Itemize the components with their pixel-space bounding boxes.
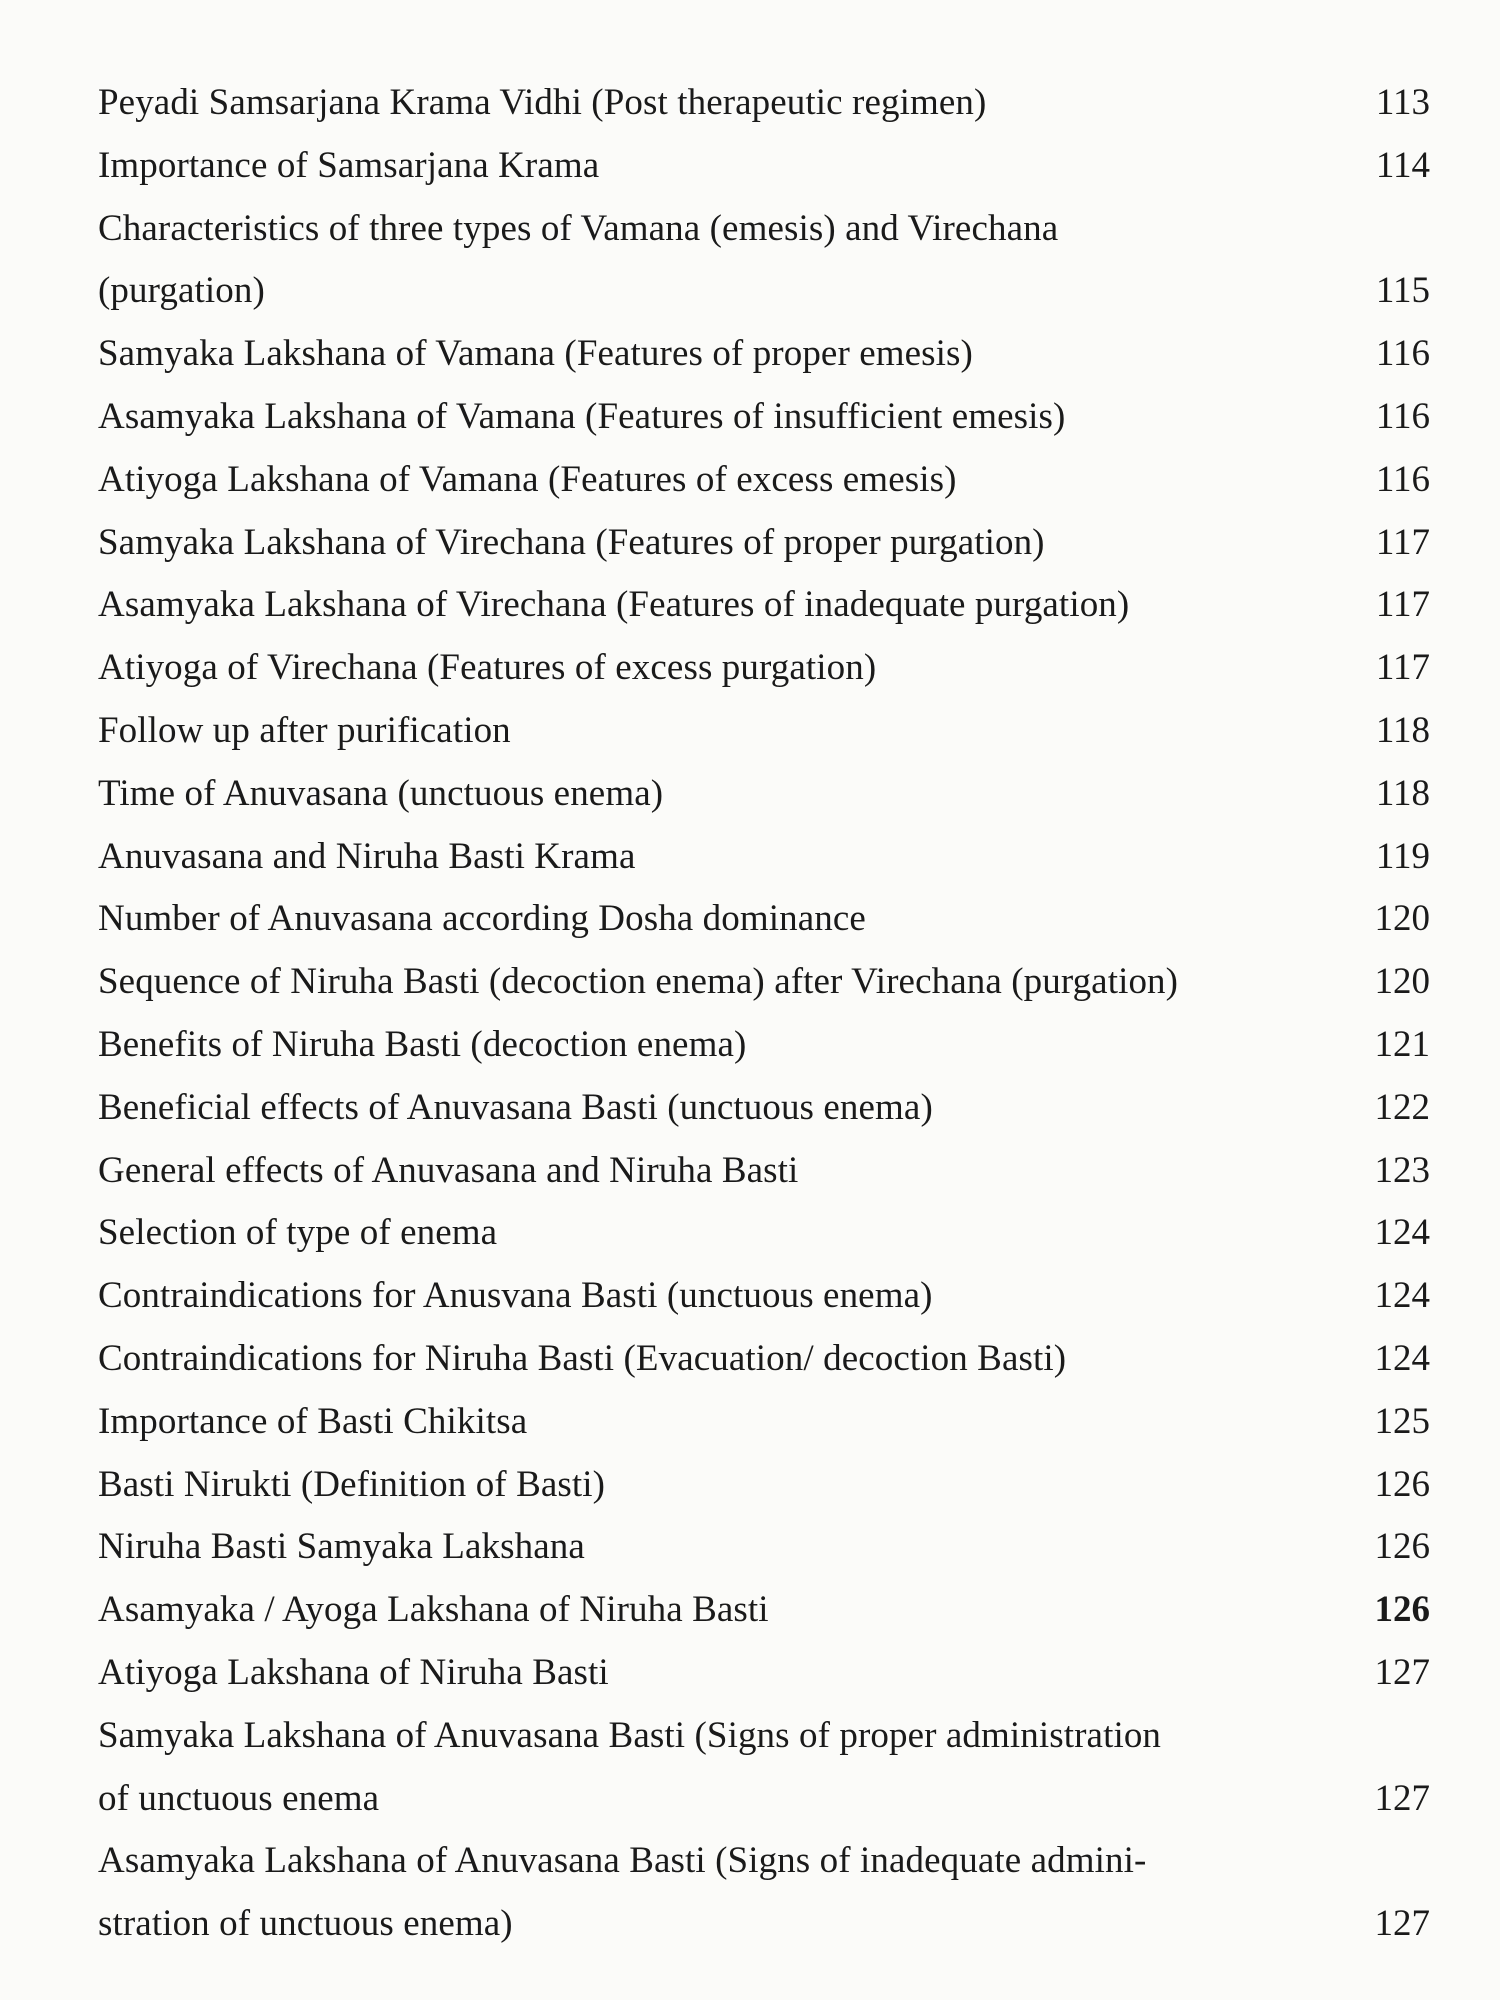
toc-entry-page-number: 116 — [1375, 458, 1430, 500]
toc-entry-title-line: Benefits of Niruha Basti (decoction enema) — [98, 1023, 747, 1065]
toc-entry-title — [98, 1642, 1320, 1705]
toc-entry-title — [98, 1202, 1320, 1265]
toc-entry-title — [98, 826, 1320, 889]
toc-entry-title-line: Beneficial effects of Anuvasana Basti (unctuous enema) — [98, 1086, 933, 1128]
toc-entry — [98, 1265, 1430, 1328]
toc-entry-title — [98, 1579, 1320, 1642]
table-of-contents — [98, 72, 1430, 1956]
toc-entry-title-line: Anuvasana and Niruha Basti Krama — [98, 835, 636, 877]
toc-entry-title-line: (purgation) — [98, 270, 265, 312]
toc-entry-page-number: 114 — [1375, 144, 1430, 186]
toc-entry-title-line: Asamyaka Lakshana of Vamana (Features of insufficient emesis) — [98, 395, 1066, 437]
toc-entry-title-line: stration of unctuous enema) — [98, 1903, 513, 1945]
toc-entry-page-number: 126 — [1374, 1463, 1430, 1505]
toc-entry-page-number: 127 — [1374, 1777, 1430, 1819]
toc-entry-title-line: General effects of Anuvasana and Niruha Basti — [98, 1149, 799, 1191]
toc-entry-title — [98, 512, 1320, 575]
toc-entry-title-line: Atiyoga Lakshana of Vamana (Features of excess emesis) — [98, 458, 957, 500]
toc-entry-title — [98, 1391, 1320, 1454]
toc-entry-title — [98, 1705, 1320, 1831]
toc-entry-title-line: Selection of type of enema — [98, 1212, 498, 1254]
toc-entry-page-number: 113 — [1375, 82, 1430, 123]
toc-entry — [98, 386, 1430, 449]
toc-entry-title — [98, 700, 1320, 763]
toc-entry-title-line: Atiyoga of Virechana (Features of excess purgation) — [98, 647, 877, 689]
toc-entry-title — [98, 449, 1320, 512]
toc-entry — [98, 512, 1430, 575]
toc-entry — [98, 1579, 1430, 1642]
toc-entry-title-line: Samyaka Lakshana of Anuvasana Basti (Signs of proper administration — [98, 1714, 1162, 1756]
toc-entry-title-line: Samyaka Lakshana of Vamana (Features of proper emesis) — [98, 333, 973, 375]
toc-entry-title — [98, 386, 1320, 449]
toc-entry-page-number: 126 — [1374, 1589, 1430, 1631]
toc-entry — [98, 763, 1430, 826]
toc-entry-title — [98, 135, 1320, 198]
toc-entry-page-number: 121 — [1374, 1023, 1430, 1065]
toc-entry-title — [98, 1328, 1320, 1391]
toc-entry-page-number: 127 — [1374, 1903, 1430, 1945]
toc-entry-title — [98, 1265, 1320, 1328]
toc-entry-title — [98, 1140, 1320, 1203]
toc-entry — [98, 135, 1430, 198]
toc-entry-title-line: Contraindications for Anusvana Basti (unctuous enema) — [98, 1275, 933, 1317]
toc-entry-page-number: 124 — [1374, 1212, 1430, 1254]
toc-entry — [98, 1140, 1430, 1203]
toc-entry-title-line: Importance of Basti Chikitsa — [98, 1400, 528, 1442]
toc-entry-title-line: Asamyaka Lakshana of Anuvasana Basti (Signs of inadequate admini- — [98, 1840, 1147, 1882]
toc-entry-title — [98, 1830, 1320, 1956]
toc-entry-page-number: 118 — [1375, 709, 1430, 751]
toc-entry — [98, 700, 1430, 763]
toc-entry — [98, 1328, 1430, 1391]
toc-entry — [98, 1014, 1430, 1077]
toc-entry-title-line: Characteristics of three types of Vamana (emesis) and Virechana — [98, 207, 1059, 249]
toc-entry-title-line: Asamyaka Lakshana of Virechana (Features of inadequate purgation) — [98, 584, 1130, 626]
toc-entry — [98, 449, 1430, 512]
toc-entry-page-number: 118 — [1375, 772, 1430, 814]
toc-entry-title — [98, 888, 1320, 951]
toc-entry-page-number: 122 — [1374, 1086, 1430, 1128]
toc-entry-page-number: 125 — [1374, 1400, 1430, 1442]
toc-entry — [98, 1705, 1430, 1831]
toc-entry-title — [98, 951, 1320, 1014]
toc-entry-title — [98, 1014, 1320, 1077]
toc-entry-page-number: 123 — [1374, 1149, 1430, 1191]
toc-entry-page-number: 117 — [1375, 647, 1430, 689]
toc-entry — [98, 1642, 1430, 1705]
toc-entry — [98, 1516, 1430, 1579]
toc-entry-page-number: 117 — [1375, 521, 1430, 563]
toc-entry-page-number: 116 — [1375, 333, 1430, 375]
toc-entry-page-number: 127 — [1374, 1651, 1430, 1693]
toc-entry-title-line: Niruha Basti Samyaka Lakshana — [98, 1526, 585, 1568]
toc-entry-title — [98, 763, 1320, 826]
toc-entry-page-number: 120 — [1374, 961, 1430, 1003]
toc-entry-title-line: Asamyaka / Ayoga Lakshana of Niruha Basti — [98, 1589, 769, 1631]
toc-entry-title-line: Sequence of Niruha Basti (decoction enema) after Virechana (purgation) — [98, 961, 1179, 1003]
toc-entry-title-line: Atiyoga Lakshana of Niruha Basti — [98, 1651, 609, 1693]
toc-entry — [98, 1202, 1430, 1265]
toc-entry — [98, 1077, 1430, 1140]
toc-entry — [98, 1830, 1430, 1956]
toc-entry — [98, 574, 1430, 637]
toc-entry — [98, 1454, 1430, 1517]
toc-entry-title — [98, 1516, 1320, 1579]
toc-entry-title-line: Time of Anuvasana (unctuous enema) — [98, 772, 664, 814]
toc-entry-title-line: Peyadi Samsarjana Krama Vidhi (Post therapeutic regimen) — [98, 82, 987, 123]
toc-entry-title — [98, 574, 1320, 637]
toc-entry-title-line: Contraindications for Niruha Basti (Evacuation/ decoction Basti) — [98, 1337, 1067, 1379]
toc-entry-title-line: Follow up after purification — [98, 709, 511, 751]
toc-entry-title-line: Number of Anuvasana according Dosha dominance — [98, 898, 866, 940]
toc-entry — [98, 637, 1430, 700]
toc-entry-page-number: 119 — [1375, 835, 1430, 877]
toc-entry — [98, 323, 1430, 386]
toc-entry-title-line: Samyaka Lakshana of Virechana (Features of proper purgation) — [98, 521, 1045, 563]
toc-entry-page-number: 117 — [1375, 584, 1430, 626]
toc-entry — [98, 198, 1430, 324]
toc-entry-page-number: 116 — [1375, 395, 1430, 437]
toc-entry-title — [98, 1077, 1320, 1140]
toc-entry-title-line: Basti Nirukti (Definition of Basti) — [98, 1463, 606, 1505]
toc-entry-page-number: 124 — [1374, 1337, 1430, 1379]
toc-entry-title — [98, 323, 1320, 386]
toc-entry — [98, 72, 1430, 135]
toc-entry-title — [98, 72, 1320, 135]
toc-entry — [98, 1391, 1430, 1454]
toc-entry-title — [98, 198, 1320, 324]
toc-entry-page-number: 126 — [1374, 1526, 1430, 1568]
toc-entry-page-number: 124 — [1374, 1275, 1430, 1317]
toc-entry-page-number: 115 — [1375, 270, 1430, 312]
toc-entry-title-line: of unctuous enema — [98, 1777, 380, 1819]
toc-entry — [98, 826, 1430, 889]
toc-entry-page-number: 120 — [1374, 898, 1430, 940]
toc-entry — [98, 888, 1430, 951]
toc-entry-title — [98, 637, 1320, 700]
toc-entry-title — [98, 1454, 1320, 1517]
toc-entry — [98, 951, 1430, 1014]
toc-entry-title-line: Importance of Samsarjana Krama — [98, 144, 600, 186]
